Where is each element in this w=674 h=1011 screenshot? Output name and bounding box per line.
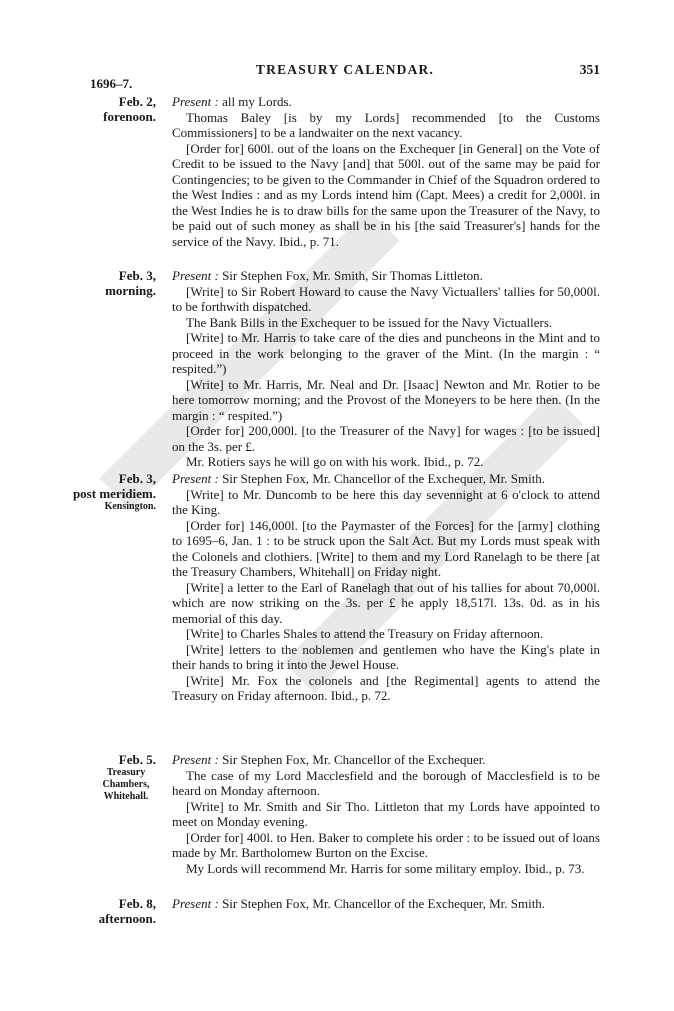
- entry-date: Feb. 2,: [118, 94, 156, 109]
- entry-time: post meridiem.: [72, 486, 156, 501]
- present-line: Present : Sir Stephen Fox, Mr. Chancellor of the Exchequer, Mr. Smith.: [172, 896, 546, 911]
- entry-paragraph: Mr. Rotiers says he will go on with his work. Ibid., p. 72.: [186, 454, 484, 469]
- entry-body: [172, 94, 600, 249]
- entry-paragraph: [Order for] 146,000l. [to the Paymaster of the Forces] for the [army] clothing to 1695–6, Jan. 1 : to be struck upon the Salt Act. But my Lords must speak with the Colonels and clothiers. [Write] to them and my Lord Ranelagh to be there [at the Treasury Chambers, Whitehall] on Friday night.: [172, 517, 600, 579]
- entry-side-label: [70, 268, 156, 298]
- entry-paragraph: [Order for] 400l. to Hen. Baker to complete his order : to be issued out of loans made by Mr. Bartholomew Burton on the Excise.: [172, 829, 600, 860]
- entry-side-label: [70, 896, 156, 926]
- entry-paragraph: [Order for] 600l. out of the loans on the Exchequer [in General] on the Vote of Credit to be issued to the Navy [and] that 500l. out of the same may be paid for Contingencies; to be given to the Commander in Chief of the Squadron ordered to the West Indies : and as my Lords intend him (Capt. Mees) a credit for 2,000l. in the West Indies he is to draw bills for the same upon the Treasurer of the Navy, to be paid out of such money as shall be in his [the said Treasurer's] hands for the service of the Navy. Ibid., p. 71.: [172, 140, 600, 249]
- present-line: Present : Sir Stephen Fox, Mr. Chancellor of the Exchequer, Mr. Smith.: [172, 471, 546, 486]
- entry-time: morning.: [105, 283, 156, 298]
- calendar-entry: [70, 896, 600, 926]
- entry-time: afternoon.: [98, 911, 156, 926]
- entry-side-label: [70, 471, 156, 513]
- entry-date: Feb. 5.: [118, 752, 156, 767]
- entry-paragraph: Thomas Baley [is by my Lords] recommended [to the Customs Commissioners] to be a landwaiter on the next vacancy.: [172, 109, 600, 140]
- running-title: TREASURY CALENDAR.: [255, 62, 435, 77]
- entry-paragraph: [Write] to Mr. Smith and Sir Tho. Littleton that my Lords have appointed to meet on Monday evening.: [172, 798, 600, 829]
- calendar-entry: [70, 94, 600, 249]
- entry-paragraph: [Write] Mr. Fox the colonels and [the Regimental] agents to attend the Treasury on Friday afternoon. Ibid., p. 72.: [172, 672, 600, 703]
- present-line: Present : all my Lords.: [172, 94, 292, 109]
- entry-paragraph: [Write] to Sir Robert Howard to cause the Navy Victuallers' tallies for 50,000l. to be forthwith dispatched.: [172, 283, 600, 314]
- entry-paragraph: [Write] to Mr. Harris to take care of the dies and puncheons in the Mint and to proceed in the work belonging to the graver of the Mint. (In the margin : “ respited.”): [172, 330, 600, 376]
- entry-body: [172, 471, 600, 704]
- page-number: 351: [579, 62, 600, 77]
- entry-time: forenoon.: [103, 109, 156, 124]
- entry-paragraph: My Lords will recommend Mr. Harris for some military employ. Ibid., p. 73.: [186, 860, 585, 876]
- calendar-entry: [70, 268, 600, 470]
- entry-side-label: [70, 94, 156, 124]
- entry-side-label: [70, 752, 156, 803]
- entry-paragraph: [Write] to Mr. Duncomb to be here this day sevennight at 6 o'clock to attend the King.: [172, 486, 600, 517]
- entry-date: Feb. 8,: [118, 896, 156, 911]
- entry-place: Kensington.: [104, 501, 156, 512]
- entry-body: [172, 752, 600, 876]
- present-line: Present : Sir Stephen Fox, Mr. Smith, Sir Thomas Littleton.: [172, 268, 483, 283]
- calendar-entry: [70, 752, 600, 876]
- entry-body: [172, 896, 600, 912]
- entry-paragraph: [Write] letters to the noblemen and gentlemen who have the King's plate in their hands to bring it into the Jewel House.: [172, 641, 600, 672]
- calendar-entry: [70, 471, 600, 704]
- entry-body: [172, 268, 600, 470]
- entry-paragraph: [Write] a letter to the Earl of Ranelagh that out of his tallies for about 70,000l. which are now striking on the 3s. per £ he apply 18,517l. 13s. 0d. as in his memorial of this day.: [172, 579, 600, 626]
- entry-paragraph: [Write] to Mr. Harris, Mr. Neal and Dr. [Isaac] Newton and Mr. Rotier to be here tomorrow morning; and the Provost of the Moneyers to be here then. (In the margin : “ respited.”): [172, 376, 600, 423]
- entry-paragraph: The case of my Lord Macclesfield and the borough of Macclesfield is to be heard on Monday afternoon.: [172, 767, 600, 798]
- entry-paragraph: [Order for] 200,000l. [to the Treasurer of the Navy] for wages : [to be issued] on the 3s. per £.: [172, 423, 600, 454]
- entry-paragraph: [Write] to Charles Shales to attend the Treasury on Friday afternoon.: [186, 626, 544, 641]
- year-heading: 1696–7.: [90, 76, 133, 91]
- page-header: [90, 62, 600, 82]
- present-line: Present : Sir Stephen Fox, Mr. Chancellor of the Exchequer.: [172, 752, 486, 767]
- entry-paragraph: The Bank Bills in the Exchequer to be issued for the Navy Victuallers.: [186, 314, 553, 330]
- entry-date: Feb. 3,: [118, 471, 156, 486]
- entry-date: Feb. 3,: [118, 268, 156, 283]
- entry-place: Treasury Chambers, Whitehall.: [102, 767, 150, 802]
